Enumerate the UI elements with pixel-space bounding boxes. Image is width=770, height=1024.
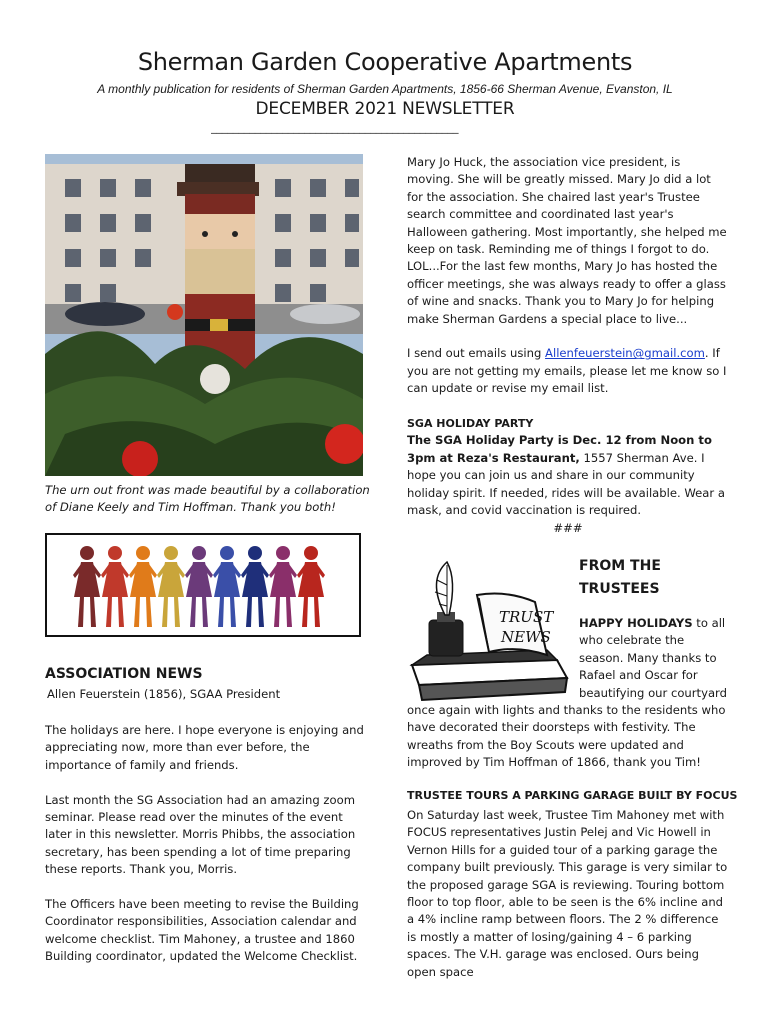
newsletter-subtitle: A monthly publication for residents of Sherman Garden Apartments, 1856-66 Sherman Avenue, Evanston, IL (97, 82, 673, 96)
paper-doll (297, 546, 325, 627)
photo-caption: The urn out front was made beautiful by a collaboration of Diane Keely and Tim Hoffman. Thank you both! (45, 483, 370, 514)
association-body (45, 722, 370, 983)
association-byline: Allen Feuerstein (1856), SGAA President (47, 687, 281, 701)
email-link[interactable]: Allenfeuerstein@gmail.com (545, 346, 705, 361)
holiday-party-text: 1557 Sherman Ave. I hope you can join us and share in our community holiday spirit. If needed, rides will be available. Wear a mask, and covid vaccination is required. (407, 450, 725, 518)
paper-doll (157, 546, 185, 627)
trustees-intro-text: to all who celebrate the season. Many thanks to Rafael and Oscar for beautifying our courtyard (579, 616, 727, 700)
association-paragraph: The holidays are here. I hope everyone is enjoying and appreciating now, more than ever before, the importance of family and friends. (45, 723, 364, 772)
happy-holidays-bold: HAPPY HOLIDAYS (579, 616, 693, 630)
email-text-before: I send out emails using (407, 346, 546, 361)
paper-doll (213, 546, 241, 627)
trust-news-image (407, 560, 572, 705)
trustees-heading-line2: TRUSTEES (579, 581, 660, 597)
association-paragraph: Last month the SG Association had an amazing zoom seminar. Please read over the minutes of the event later in this newsletter. Morris Phibbs, the association secretary, has been spending a lot of time preparing these reports. Thank you, Morris. (45, 792, 356, 877)
urn-photo (45, 154, 363, 476)
paper-doll-chain-image (47, 535, 359, 635)
paper-doll (73, 546, 101, 627)
paper-doll (241, 546, 269, 627)
email-paragraph (407, 345, 729, 397)
vice-president-paragraph: Mary Jo Huck, the association vice president, is moving. She will be greatly missed. Mary Jo did a lot for the association. She chaired last year's Trustee search committee and coordinated last year's Halloween gathering. Most importantly, she helped me keep on task. Reminding me of things I forgot to do. LOL...For the last few months, Mary Jo has hosted the officer meetings, she was always ready to offer a glass of wine and snacks. Thank you to Mary Jo for helping make Sherman Gardens a special place to live... (407, 155, 727, 326)
association-news-heading: ASSOCIATION NEWS (45, 666, 203, 682)
association-paragraph: The Officers have been meeting to revise the Building Coordinator responsibilities, Association calendar and welcome checklist. Tim Mahoney, a trustee and 1860 Building coordinator, updated the Welcome Checklist. (45, 897, 359, 964)
trustees-intro (579, 615, 729, 702)
section-end-mark: ### (553, 520, 583, 535)
holiday-party-bold: The SGA Holiday Party is Dec. 12 from Noon to 3pm at Reza's Restaurant, (407, 433, 712, 465)
header-rule: _____________________________________________ (211, 122, 459, 134)
holiday-party-paragraph (407, 432, 729, 519)
trustee-tours-body: On Saturday last week, Trustee Tim Mahoney met with FOCUS representatives Justin Pelej and Vic Howell in Vernon Hills for a guided tour of a parking garage the company built previously. This garage is very similar to the proposed garage SGA is reviewing. Touring bottom floor to top floor, able to be seen is the 6% incline and a 4% incline ramp between floors. The 2 % difference is mostly a matter of losing/gaining 4 – 6 parking spaces. The V.H. garage was enclosed. Ours being open space (407, 808, 728, 979)
paper-doll (269, 546, 297, 627)
from-the-trustees-heading (579, 555, 661, 601)
urn-photo-image (45, 154, 363, 476)
issue-title: DECEMBER 2021 NEWSLETTER (255, 99, 515, 119)
trust-text: TRUST (499, 608, 554, 626)
trustees-paragraph: once again with lights and thanks to the residents who have decorated their doorsteps with festivity. The wreaths from the Boy Scouts were updated and improved by Tim Hoffman of 1866, thank you Tim! (407, 703, 726, 770)
paper-doll-chain (45, 533, 361, 637)
paper-doll (129, 546, 157, 627)
trustee-tours-heading: TRUSTEE TOURS A PARKING GARAGE BUILT BY FOCUS (407, 789, 738, 802)
holiday-party-heading: SGA HOLIDAY PARTY (407, 417, 534, 431)
paper-doll (101, 546, 129, 627)
trust-news-illustration (407, 560, 572, 705)
email-text-after: . If you are not getting my emails, please let me know so I can update or revise my email list. (407, 346, 727, 396)
newsletter-title: Sherman Garden Cooperative Apartments (137, 48, 633, 76)
right-column-top (407, 154, 729, 537)
paper-doll (185, 546, 213, 627)
news-text: NEWS (501, 628, 551, 646)
trustees-heading-line1: FROM THE (579, 558, 661, 574)
